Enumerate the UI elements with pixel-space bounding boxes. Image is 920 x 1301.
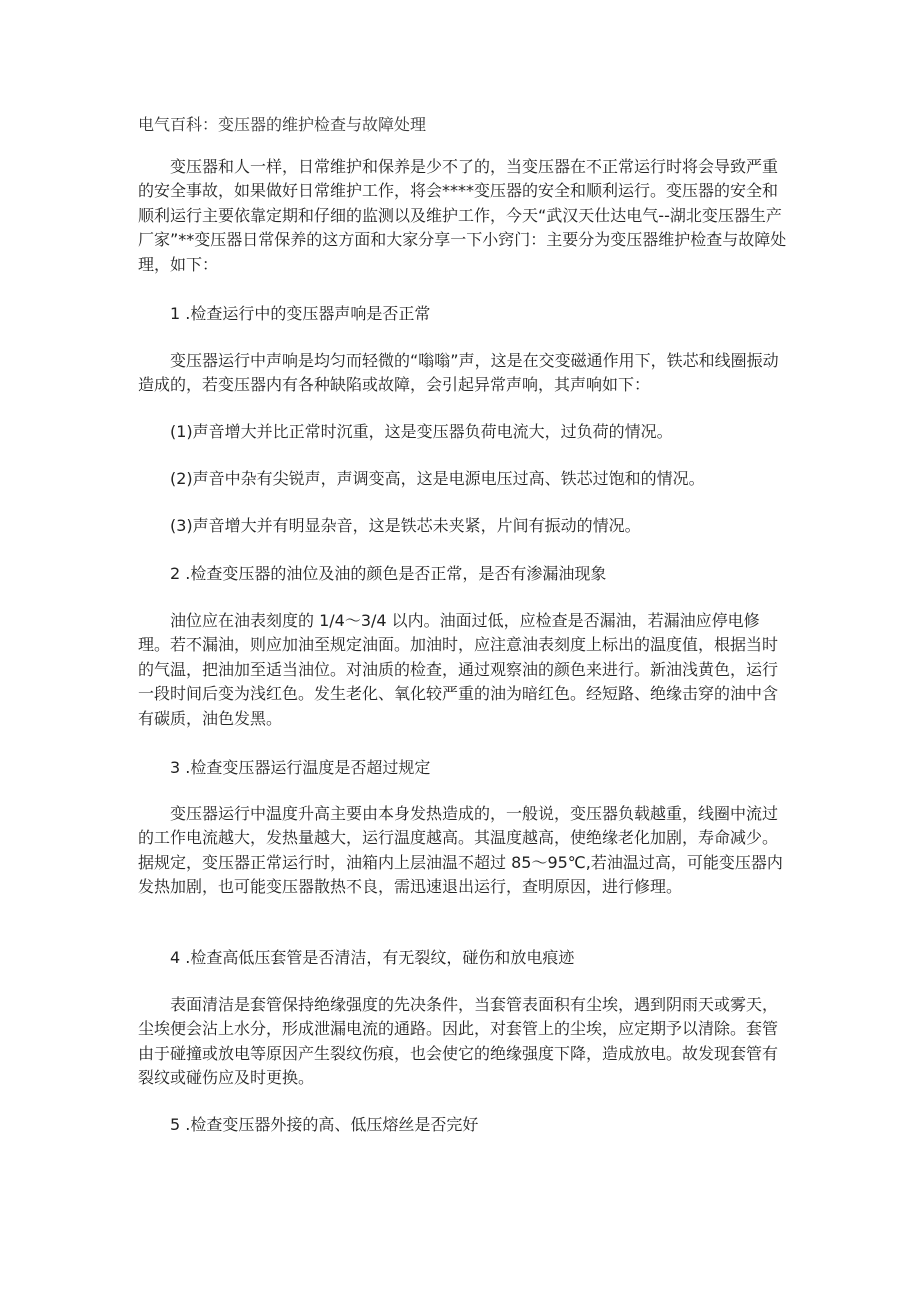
document-title: 电气百科：变压器的维护检查与故障处理 bbox=[138, 115, 427, 134]
section-1-item-2: (2)声音中杂有尖锐声，声调变高，这是电源电压过高、铁芯过饱和的情况。 bbox=[170, 469, 705, 488]
section-1-item-3: (3)声音增大并有明显杂音，这是铁芯未夹紧，片间有振动的情况。 bbox=[170, 516, 641, 535]
section-5-heading: 5 .检查变压器外接的高、低压熔丝是否完好 bbox=[170, 1115, 479, 1134]
section-3-body: 变压器运行中温度升高主要由本身发热造成的，一般说，变压器负载越重，线圈中流过的工作电流越大，发热量越大，运行温度越高。其温度越高，使绝缘老化加剧，寿命减少。据规定，变压器正常运行时，油箱内上层油温不超过 85～95℃,若油温过高，可能变压器内发热加剧，也可能变压器散热不良，需迅速退出运行，查明原因，进行修理。 bbox=[138, 804, 783, 897]
section-1-body: 变压器运行中声响是均匀而轻微的“嗡嗡”声，这是在交变磁通作用下，铁芯和线圈振动造成的，若变压器内有各种缺陷或故障，会引起异常声响，其声响如下： bbox=[138, 351, 779, 395]
section-3-heading: 3 .检查变压器运行温度是否超过规定 bbox=[170, 758, 431, 777]
section-4-body: 表面清洁是套管保持绝缘强度的先决条件，当套管表面积有尘埃，遇到阴雨天或雾天，尘埃便会沾上水分，形成泄漏电流的通路。因此，对套管上的尘埃，应定期予以清除。套管由于碰撞或放电等原因产生裂纹伤痕，也会使它的绝缘强度下降，造成放电。故发现套管有裂纹或碰伤应及时更换。 bbox=[138, 995, 779, 1088]
intro-paragraph: 变压器和人一样，日常维护和保养是少不了的，当变压器在不正常运行时将会导致严重的安全事故，如果做好日常维护工作，将会****变压器的安全和顺利运行。变压器的安全和顺利运行主要依靠定期和仔细的监测以及维护工作，今天“武汉天仕达电气--湖北变压器生产厂家”**变压器日常保养的这方面和大家分享一下小窍门：主要分为变压器维护检查与故障处理，如下： bbox=[138, 157, 787, 274]
section-2-heading: 2 .检查变压器的油位及油的颜色是否正常，是否有渗漏油现象 bbox=[170, 564, 607, 583]
section-1-heading: 1 .检查运行中的变压器声响是否正常 bbox=[170, 304, 431, 323]
section-2-body: 油位应在油表刻度的 1/4～3/4 以内。油面过低，应检查是否漏油，若漏油应停电修理。若不漏油，则应加油至规定油面。加油时，应注意油表刻度上标出的温度值，根据当时的气温，把油加至适当油位。对油质的检查，通过观察油的颜色来进行。新油浅黄色，运行一段时间后变为浅红色。发生老化、氧化较严重的油为暗红色。经短路、绝缘击穿的油中含有碳质，油色发黑。 bbox=[138, 611, 779, 728]
section-1-item-1: (1)声音增大并比正常时沉重，这是变压器负荷电流大，过负荷的情况。 bbox=[170, 422, 673, 441]
section-4-heading: 4 .检查高低压套管是否清洁，有无裂纹，碰伤和放电痕迹 bbox=[170, 948, 575, 967]
